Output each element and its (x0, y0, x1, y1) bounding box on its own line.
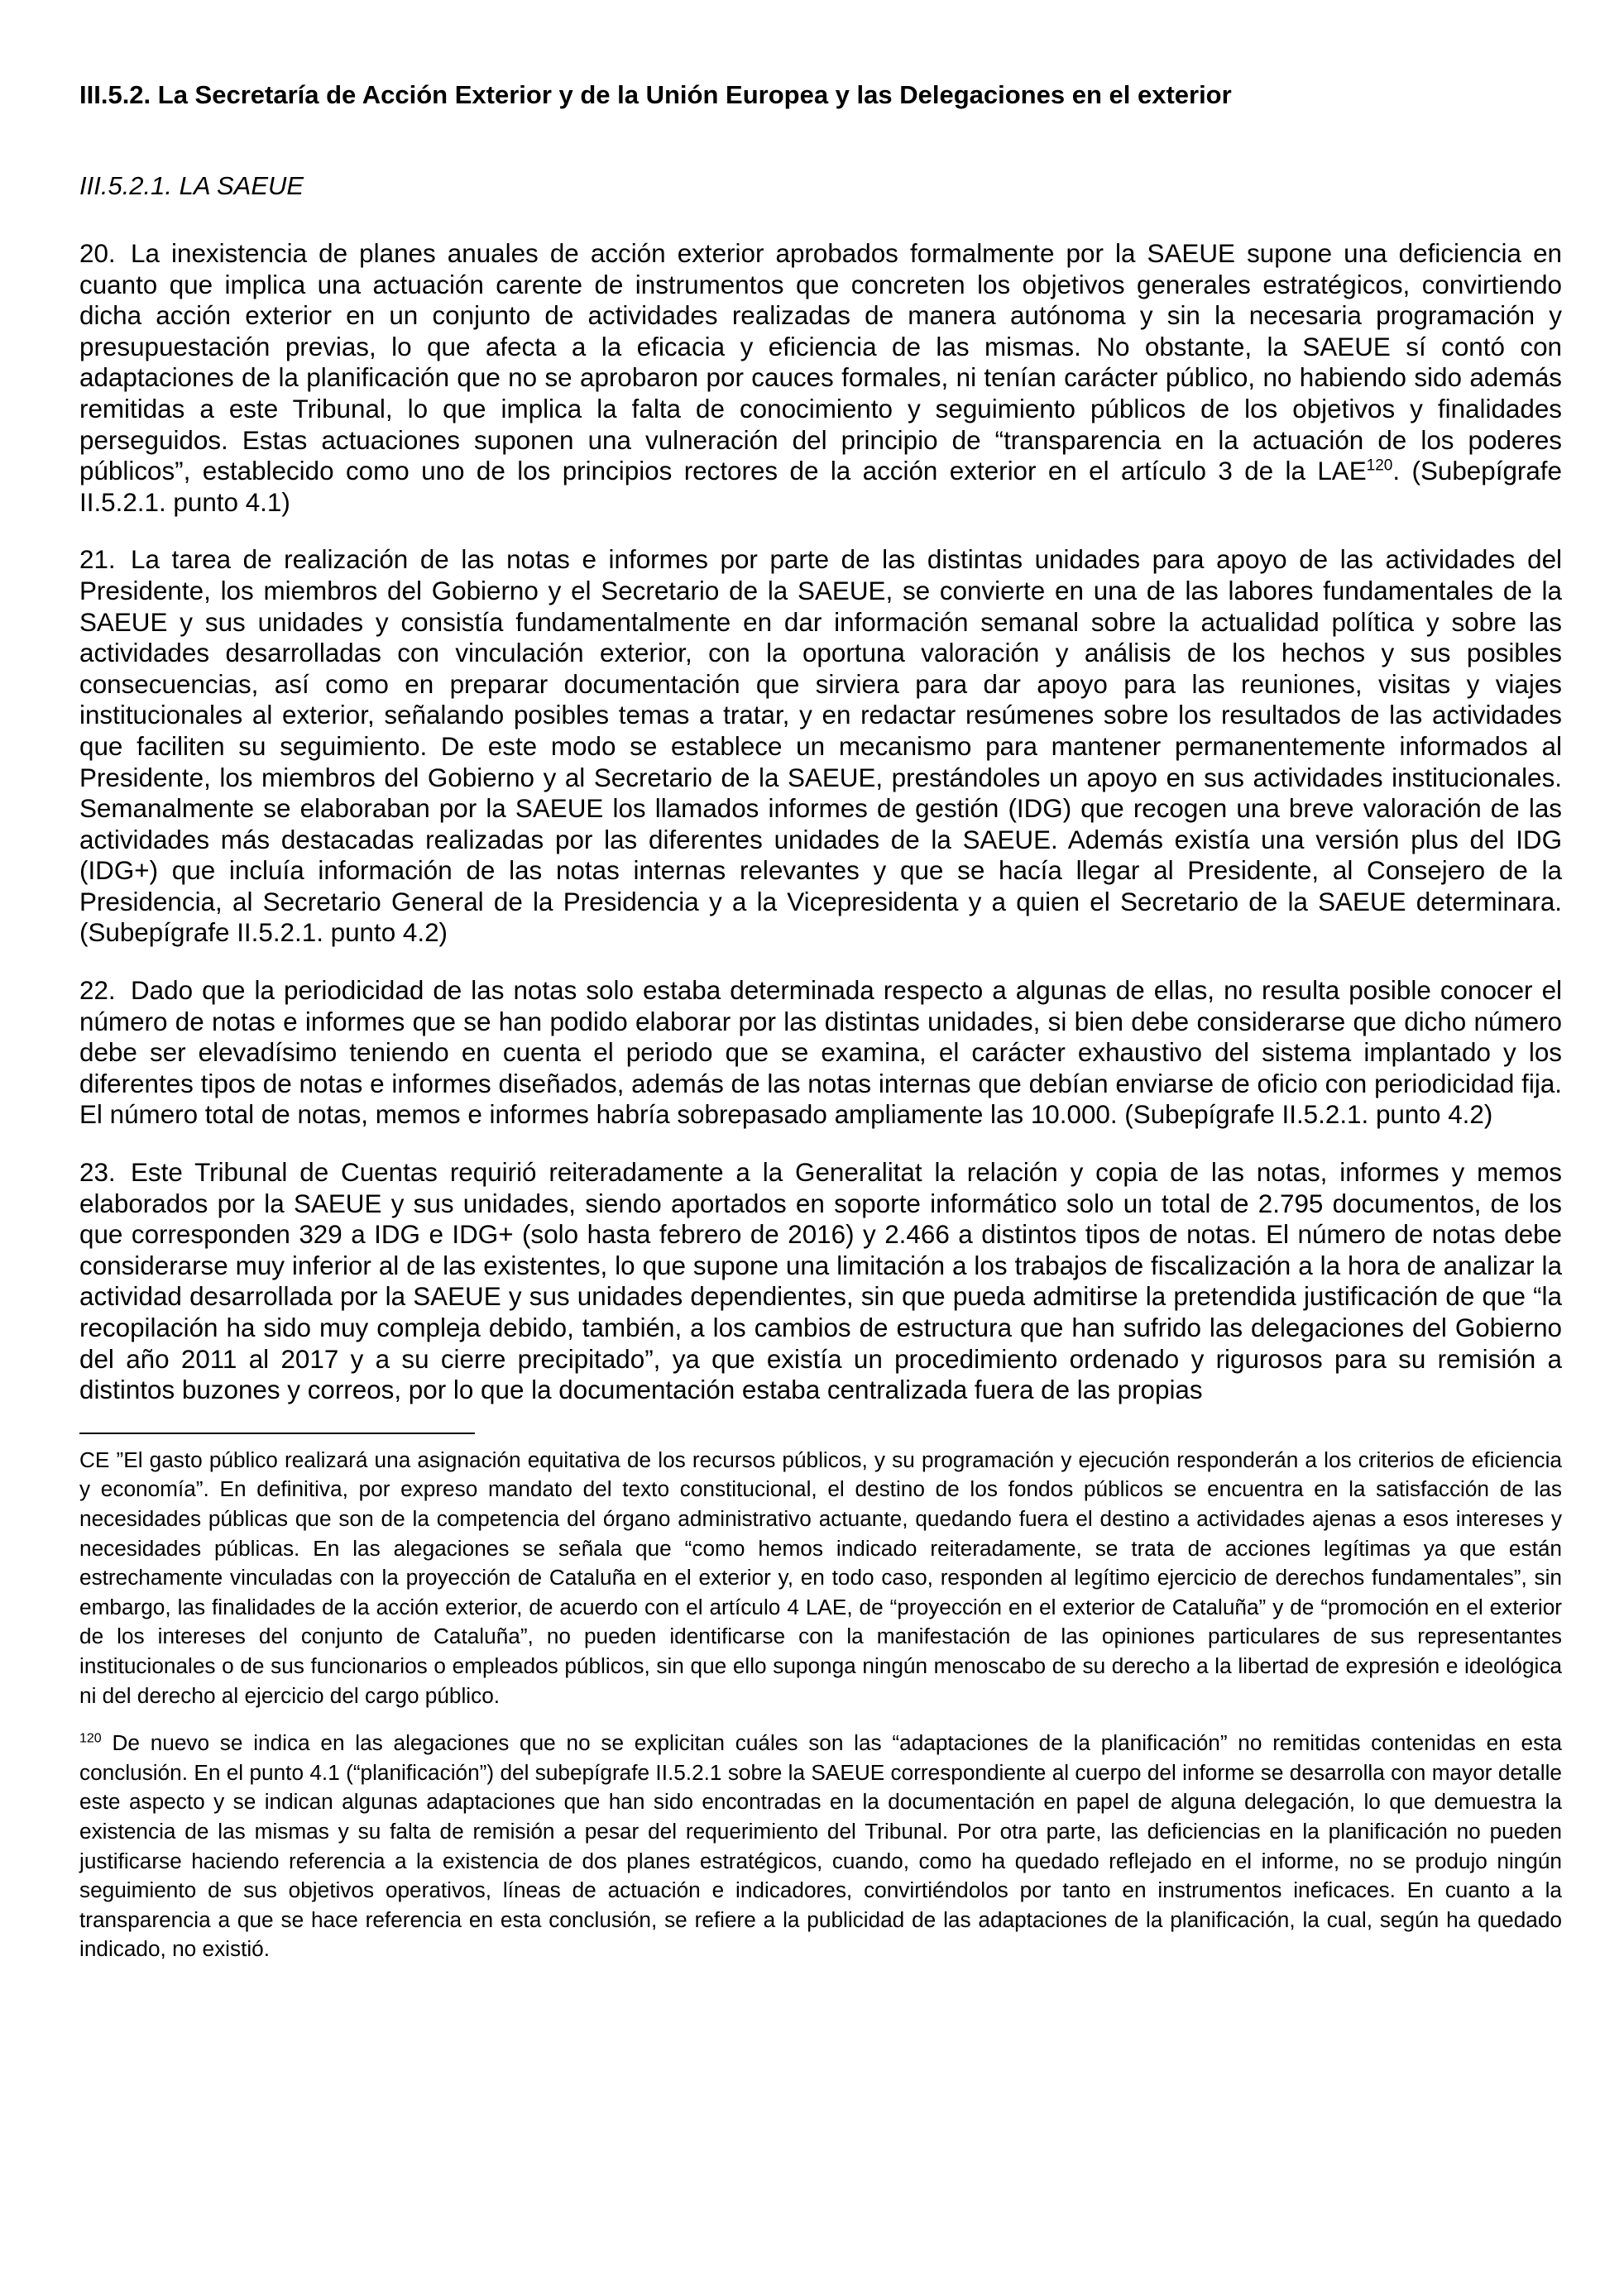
paragraph-21 (79, 544, 1562, 949)
paragraph-23 (79, 1157, 1562, 1406)
paragraph-text: Este Tribunal de Cuentas requirió reiteradamente a la Generalitat la relación y copia de las notas, informes y memos elaborados por la SAEUE y sus unidades, siendo aportados en soporte informático solo un total de 2.795 documentos, de los que corresponden 329 a IDG e IDG+ (solo hasta febrero de 2016) y 2.466 a distintos tipos de notas. El número de notas debe considerarse muy inferior al de las existentes, lo que supone una limitación a los trabajos de fiscalización a la hora de analizar la actividad desarrollada por la SAEUE y sus unidades dependientes, sin que pueda admitirse la pretendida justificación de que “la recopilación ha sido muy compleja debido, también, a los cambios de estructura que han sufrido las delegaciones del Gobierno del año 2011 al 2017 y a su cierre precipitado”, ya que existía un procedimiento ordenado y rigurosos para su remisión a distintos buzones y correos, por lo que la documentación estaba centralizada fuera de las propias (79, 1158, 1562, 1405)
paragraph-text-after: . (Subepígrafe II.5.2.1. punto 4.1) (79, 457, 1562, 517)
footnote-120 (79, 1729, 1562, 1964)
footnote-number: 120 (79, 1731, 102, 1746)
footnote-ref[interactable]: 120 (1366, 457, 1393, 475)
paragraph-text: Dado que la periodicidad de las notas solo estaba determinada respecto a algunas de ellas, no resulta posible conocer el número de notas e informes que se han podido elaborar por las distintas unidades, si bien debe considerarse que dicho número debe ser elevadísimo teniendo en cuenta el periodo que se examina, el carácter exhaustivo del sistema implantado y los diferentes tipos de notas e informes diseñados, además de las notas internas que debían enviarse de oficio con periodicidad fija. El número total de notas, memos e informes habría sobrepasado ampliamente las 10.000. (Subepígrafe II.5.2.1. punto 4.2) (79, 976, 1562, 1130)
section-heading: III.5.2. La Secretaría de Acción Exterior y de la Unión Europea y las Delegaciones en el exterior (79, 80, 1232, 109)
subsection-heading: III.5.2.1. LA SAEUE (79, 171, 304, 200)
paragraph-text: La tarea de realización de las notas e informes por parte de las distintas unidades para apoyo de las actividades del Presidente, los miembros del Gobierno y el Secretario de la SAEUE, se convierte en una de las labores fundamentales de la SAEUE y sus unidades y consistía fundamentalmente en dar información semanal sobre la actualidad política y sobre las actividades desarrolladas con vinculación exterior, con la oportuna valoración y análisis de los hechos y sus posibles consecuencias, así como en preparar documentación que sirviera para dar apoyo para las reuniones, visitas y viajes institucionales al exterior, señalando posibles temas a tratar, y en redactar resúmenes sobre los resultados de las actividades que faciliten su seguimiento. De este modo se establece un mecanismo para mantener permanentemente informados al Presidente, los miembros del Gobierno y al Secretario de la SAEUE, prestándoles un apoyo en sus actividades institucionales. Semanalmente se elaboraban por la SAEUE los llamados informes de gestión (IDG) que recogen una breve valoración de las actividades más destacadas realizadas por las diferentes unidades de la SAEUE. Además existía una versión plus del IDG (IDG+) que incluía información de las notas internas relevantes y que se hacía llegar al Presidente, al Consejero de la Presidencia, al Secretario General de la Presidencia y a la Vicepresidenta y a quien el Secretario de la SAEUE determinara. (Subepígrafe II.5.2.1. punto 4.2) (79, 545, 1562, 948)
paragraph-text: La inexistencia de planes anuales de acción exterior aprobados formalmente por la SAEUE supone una deficiencia en cuanto que implica una actuación carente de instrumentos que concreten los objetivos generales estratégicos, convirtiendo dicha acción exterior en un conjunto de actividades realizadas de manera autónoma y sin la necesaria programación y presupuestación previas, lo que afecta a la eficacia y eficiencia de las mismas. No obstante, la SAEUE sí contó con adaptaciones de la planificación que no se aprobaron por cauces formales, ni tenían carácter público, no habiendo sido además remitidas a este Tribunal, lo que implica la falta de conocimiento y seguimiento públicos de los objetivos y finalidades perseguidos. Estas actuaciones suponen una vulneración del principio de “transparencia en la actuación de los poderes públicos”, establecido como uno de los principios rectores de la acción exterior en el artículo 3 de la LAE (79, 239, 1562, 486)
paragraph-number: 23. (79, 1158, 116, 1188)
footnote-text: CE ”El gasto público realizará una asignación equitativa de los recursos públicos, y su programación y ejecución responderán a los criterios de eficiencia y economía”. En definitiva, por expreso mandato del texto constitucional, el destino de los fondos públicos se encuentra en la satisfacción de las necesidades públicas que son de la competencia del órgano administrativo actuante, quedando fuera el destino a actividades ajenas a esos intereses y necesidades públicas. En las alegaciones se señala que “como hemos indicado reiteradamente, se trata de acciones legítimas ya que están estrechamente vinculadas con la proyección de Cataluña en el exterior y, en todo caso, responden al legítimo ejercicio de derechos fundamentales”, sin embargo, las finalidades de la acción exterior, de acuerdo con el artículo 4 LAE, de “proyección en el exterior de Cataluña” y de “promoción en el exterior de los intereses del conjunto de Cataluña”, no pueden identificarse con la manifestación de las opiniones particulares de sus representantes institucionales o de sus funcionarios o empleados públicos, sin que ello suponga ningún menoscabo de su derecho a la libertad de expresión e ideológica ni del derecho al ejercicio del cargo público. (79, 1447, 1562, 1708)
paragraph-20 (79, 238, 1562, 518)
paragraph-number: 22. (79, 976, 116, 1006)
footnote-text: De nuevo se indica en las alegaciones que no se explicitan cuáles son las “adaptaciones de la planificación” no remitidas contenidas en esta conclusión. En el punto 4.1 (“planificación”) del subepígrafe II.5.2.1 sobre la SAEUE correspondiente al cuerpo del informe se desarrolla con mayor detalle este aspecto y se indican algunas adaptaciones que han sido encontradas en la documentación en papel de alguna delegación, lo que demuestra la existencia de las mismas y su falta de remisión a pesar del requerimiento del Tribunal. Por otra parte, las deficiencias en la planificación no pueden justificarse haciendo referencia a la existencia de dos planes estratégicos, cuando, como ha quedado reflejado en el informe, no se produjo ningún seguimiento de sus objetivos operativos, líneas de actuación e indicadores, convirtiéndolos por tanto en instrumentos ineficaces. En cuanto a la transparencia a que se hace referencia en esta conclusión, se refiere a la publicidad de las adaptaciones de la planificación, la cual, según ha quedado indicado, no existió. (79, 1730, 1562, 1962)
paragraph-number: 21. (79, 545, 116, 575)
footnote-continued (79, 1446, 1562, 1710)
footnote-separator (79, 1433, 475, 1434)
paragraph-number: 20. (79, 239, 116, 268)
paragraph-22 (79, 975, 1562, 1131)
